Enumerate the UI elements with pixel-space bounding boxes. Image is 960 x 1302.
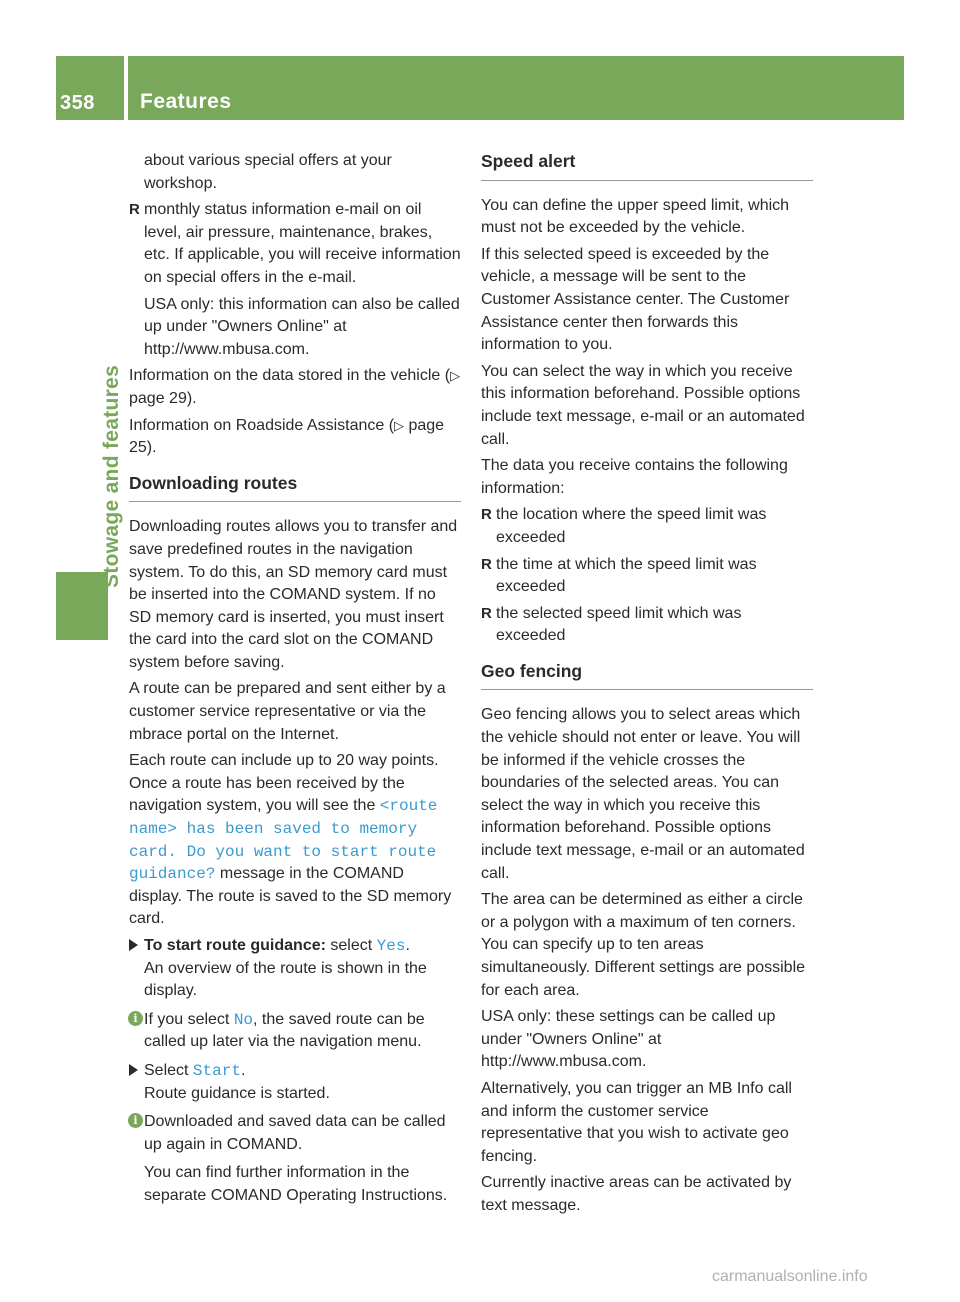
step-result: An overview of the route is shown in the display. <box>144 959 427 1000</box>
display-yes: Yes <box>376 937 406 955</box>
list-item-text: the location where the speed limit was exceeded <box>496 506 767 546</box>
paragraph: The area can be determined as either a circle or a polygon with a maximum of ten corners. You can specify up to ten areas simultaneously. Different settings are possible for each area. <box>481 891 806 999</box>
text: Select <box>144 1061 193 1079</box>
paragraph: You can find further information in the separate COMAND Operating Instructions. <box>144 1164 448 1204</box>
step-label: To start route guidance: <box>144 937 326 954</box>
paragraph <box>129 750 461 931</box>
bullet-icon <box>481 603 492 626</box>
left-column <box>129 150 461 1212</box>
text: page 29). <box>129 389 197 407</box>
side-label: Stowage and features <box>100 364 123 588</box>
heading-speed-alert: Speed alert <box>481 150 813 181</box>
section-title: Features <box>140 90 232 113</box>
paragraph: Downloading routes allows you to transfer and save predefined routes in the navigation system. To do this, an SD memory card must be inserted into the COMAND system. If no SD memory card is inserted, you must insert the card into the card slot on the COMAND system before saving. <box>129 518 458 671</box>
list-item-text: the time at which the speed limit was exceeded <box>496 555 757 596</box>
step-arrow-icon <box>129 1064 138 1076</box>
list-item <box>481 554 813 599</box>
info-note <box>129 1009 461 1054</box>
heading-downloading-routes: Downloading routes <box>129 472 461 503</box>
text: Each route can include up to 20 way points. Once a route has been received by the navigation system, you will see the <box>129 752 439 815</box>
paragraph: The data you receive contains the following information: <box>481 457 788 497</box>
paragraph: A route can be prepared and sent either by a customer service representative or via the mbrace portal on the Internet. <box>129 680 446 743</box>
paragraph: You can select the way in which you receive this information beforehand. Possible options include text message, e-mail or an automated call. <box>481 362 805 448</box>
list-item <box>481 603 813 648</box>
paragraph <box>129 415 461 460</box>
watermark: carmanualsonline.info <box>712 1268 868 1285</box>
display-start: Start <box>192 1061 241 1080</box>
step-arrow-icon <box>129 939 138 951</box>
info-note <box>129 1111 461 1156</box>
bullet-icon <box>129 199 140 222</box>
paragraph: about various special offers at your workshop. <box>144 152 392 192</box>
text: Information on the data stored in the vehicle ( <box>129 367 451 385</box>
text: If you select <box>144 1010 234 1028</box>
paragraph: You can define the upper speed limit, which must not be exceeded by the vehicle. <box>481 196 790 237</box>
instruction-step <box>129 1060 461 1105</box>
header-divider <box>124 56 128 120</box>
instruction-step <box>129 935 461 1003</box>
display-message: <route name> has been saved to memory card. Do you want to start route guidance? <box>129 797 438 884</box>
page-ref-icon: ▷ <box>450 368 461 384</box>
text: page 25). <box>129 416 445 457</box>
list-item <box>481 504 813 549</box>
paragraph: USA only: these settings can be called up under "Owners Online" at http://www.mbusa.com. <box>481 1008 776 1071</box>
right-column <box>481 150 813 1222</box>
list-item-text: monthly status information e-mail on oil level, air pressure, maintenance, brakes, etc. If applicable, you will receive information on special offers in the e-mail. <box>144 201 461 286</box>
paragraph: If this selected speed is exceeded by the vehicle, a message will be sent to the Customer Assistance center. The Customer Assistance center then forwards this information to you. <box>481 245 790 354</box>
text: . <box>405 937 410 954</box>
info-icon: i <box>128 1113 143 1128</box>
text: select <box>325 937 377 954</box>
paragraph: USA only: this information can also be called up under "Owners Online" at http://www.mbusa.com. <box>144 295 460 358</box>
text: Downloaded and saved data can be called up again in COMAND. <box>144 1113 446 1153</box>
display-no: No <box>233 1010 254 1029</box>
page-number: 358 <box>60 92 95 114</box>
step-result: Route guidance is started. <box>144 1084 330 1102</box>
text: , the saved route can be called up later via the navigation menu. <box>144 1010 425 1051</box>
page-ref-icon: ▷ <box>394 417 405 433</box>
list-item <box>129 199 461 289</box>
info-icon: i <box>128 1011 143 1026</box>
paragraph: Currently inactive areas can be activated by text message. <box>481 1174 792 1214</box>
paragraph <box>129 365 461 410</box>
list-item-text: the selected speed limit which was exceeded <box>496 604 742 645</box>
paragraph: Alternatively, you can trigger an MB Info call and inform the customer service representative that you wish to activate geo fencing. <box>481 1079 792 1165</box>
paragraph: Geo fencing allows you to select areas which the vehicle should not enter or leave. You will be informed if the vehicle crosses the boundaries of the selected areas. You can select the way in which you receive this information beforehand. Possible options include text message, e-mail or an automated call. <box>481 706 805 882</box>
text: message in the COMAND display. The route is saved to the SD memory card. <box>129 865 452 928</box>
text: Information on Roadside Assistance ( <box>129 416 395 434</box>
bullet-icon <box>481 504 492 527</box>
text: . <box>240 1061 246 1079</box>
heading-geo-fencing: Geo fencing <box>481 660 813 691</box>
bullet-icon <box>481 554 492 577</box>
